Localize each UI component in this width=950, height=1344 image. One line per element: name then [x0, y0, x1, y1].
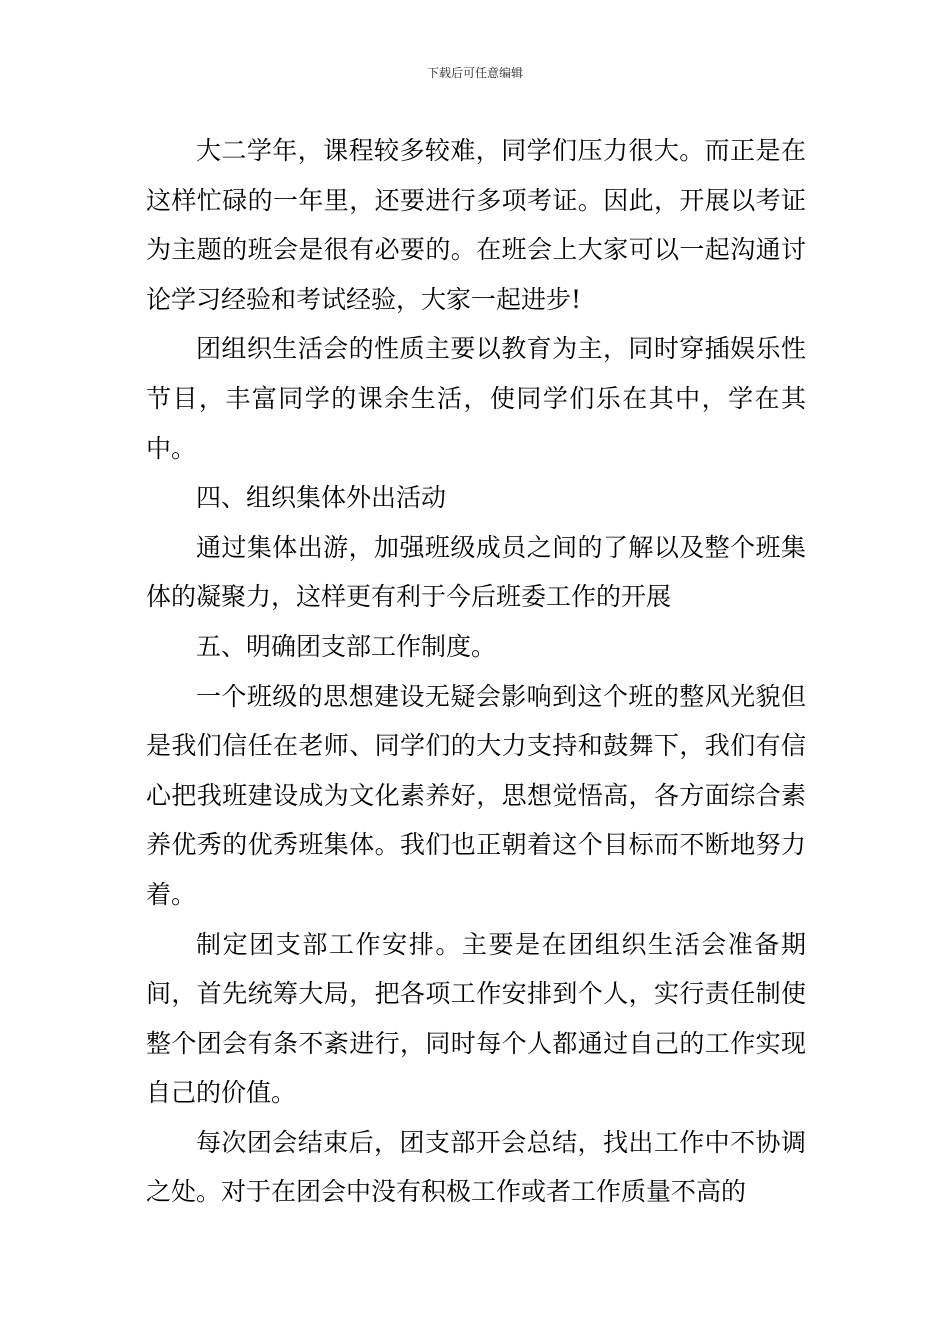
page-header-note: 下载后可任意编辑 [426, 66, 523, 80]
paragraph-group-outing: 通过集体出游，加强班级成员之间的了解以及整个班集体的凝聚力，这样更有利于今后班委工作的开展 [146, 532, 806, 612]
paragraph-ideology-building: 一个班级的思想建设无疑会影响到这个班的整风光貌但是我们信任在老师、同学们的大力支持和鼓舞下，我们有信心把我班建设成为文化素养好，思想觉悟高，各方面综合素养优秀的优秀班集体。我们也正朝着这个目标而不断地努力着。 [146, 681, 806, 909]
paragraph-exam-class-meeting: 大二学年，课程较多较难，同学们压力很大。而正是在这样忙碌的一年里，还要进行多项考证。因此，开展以考证为主题的班会是很有必要的。在班会上大家可以一起沟通讨论学习经验和考试经验，大家一起进步! [146, 136, 806, 314]
paragraph-work-arrangement: 制定团支部工作安排。主要是在团组织生活会准备期间，首先统筹大局，把各项工作安排到个人，实行责任制使整个团会有条不紊进行，同时每个人都通过自己的工作实现自己的价值。 [146, 929, 806, 1108]
document-body [146, 126, 806, 1217]
paragraph-league-life-meeting: 团组织生活会的性质主要以教育为主，同时穿插娱乐性节目，丰富同学的课余生活，使同学们乐在其中，学在其中。 [146, 334, 806, 463]
paragraph-meeting-summary: 每次团会结束后，团支部开会总结，找出工作中不协调之处。对于在团会中没有积极工作或者工作质量不高的 [146, 1127, 806, 1207]
section-heading-outing: 四、组织集体外出活动 [196, 483, 447, 513]
section-heading-work-system: 五、明确团支部工作制度。 [196, 631, 497, 661]
